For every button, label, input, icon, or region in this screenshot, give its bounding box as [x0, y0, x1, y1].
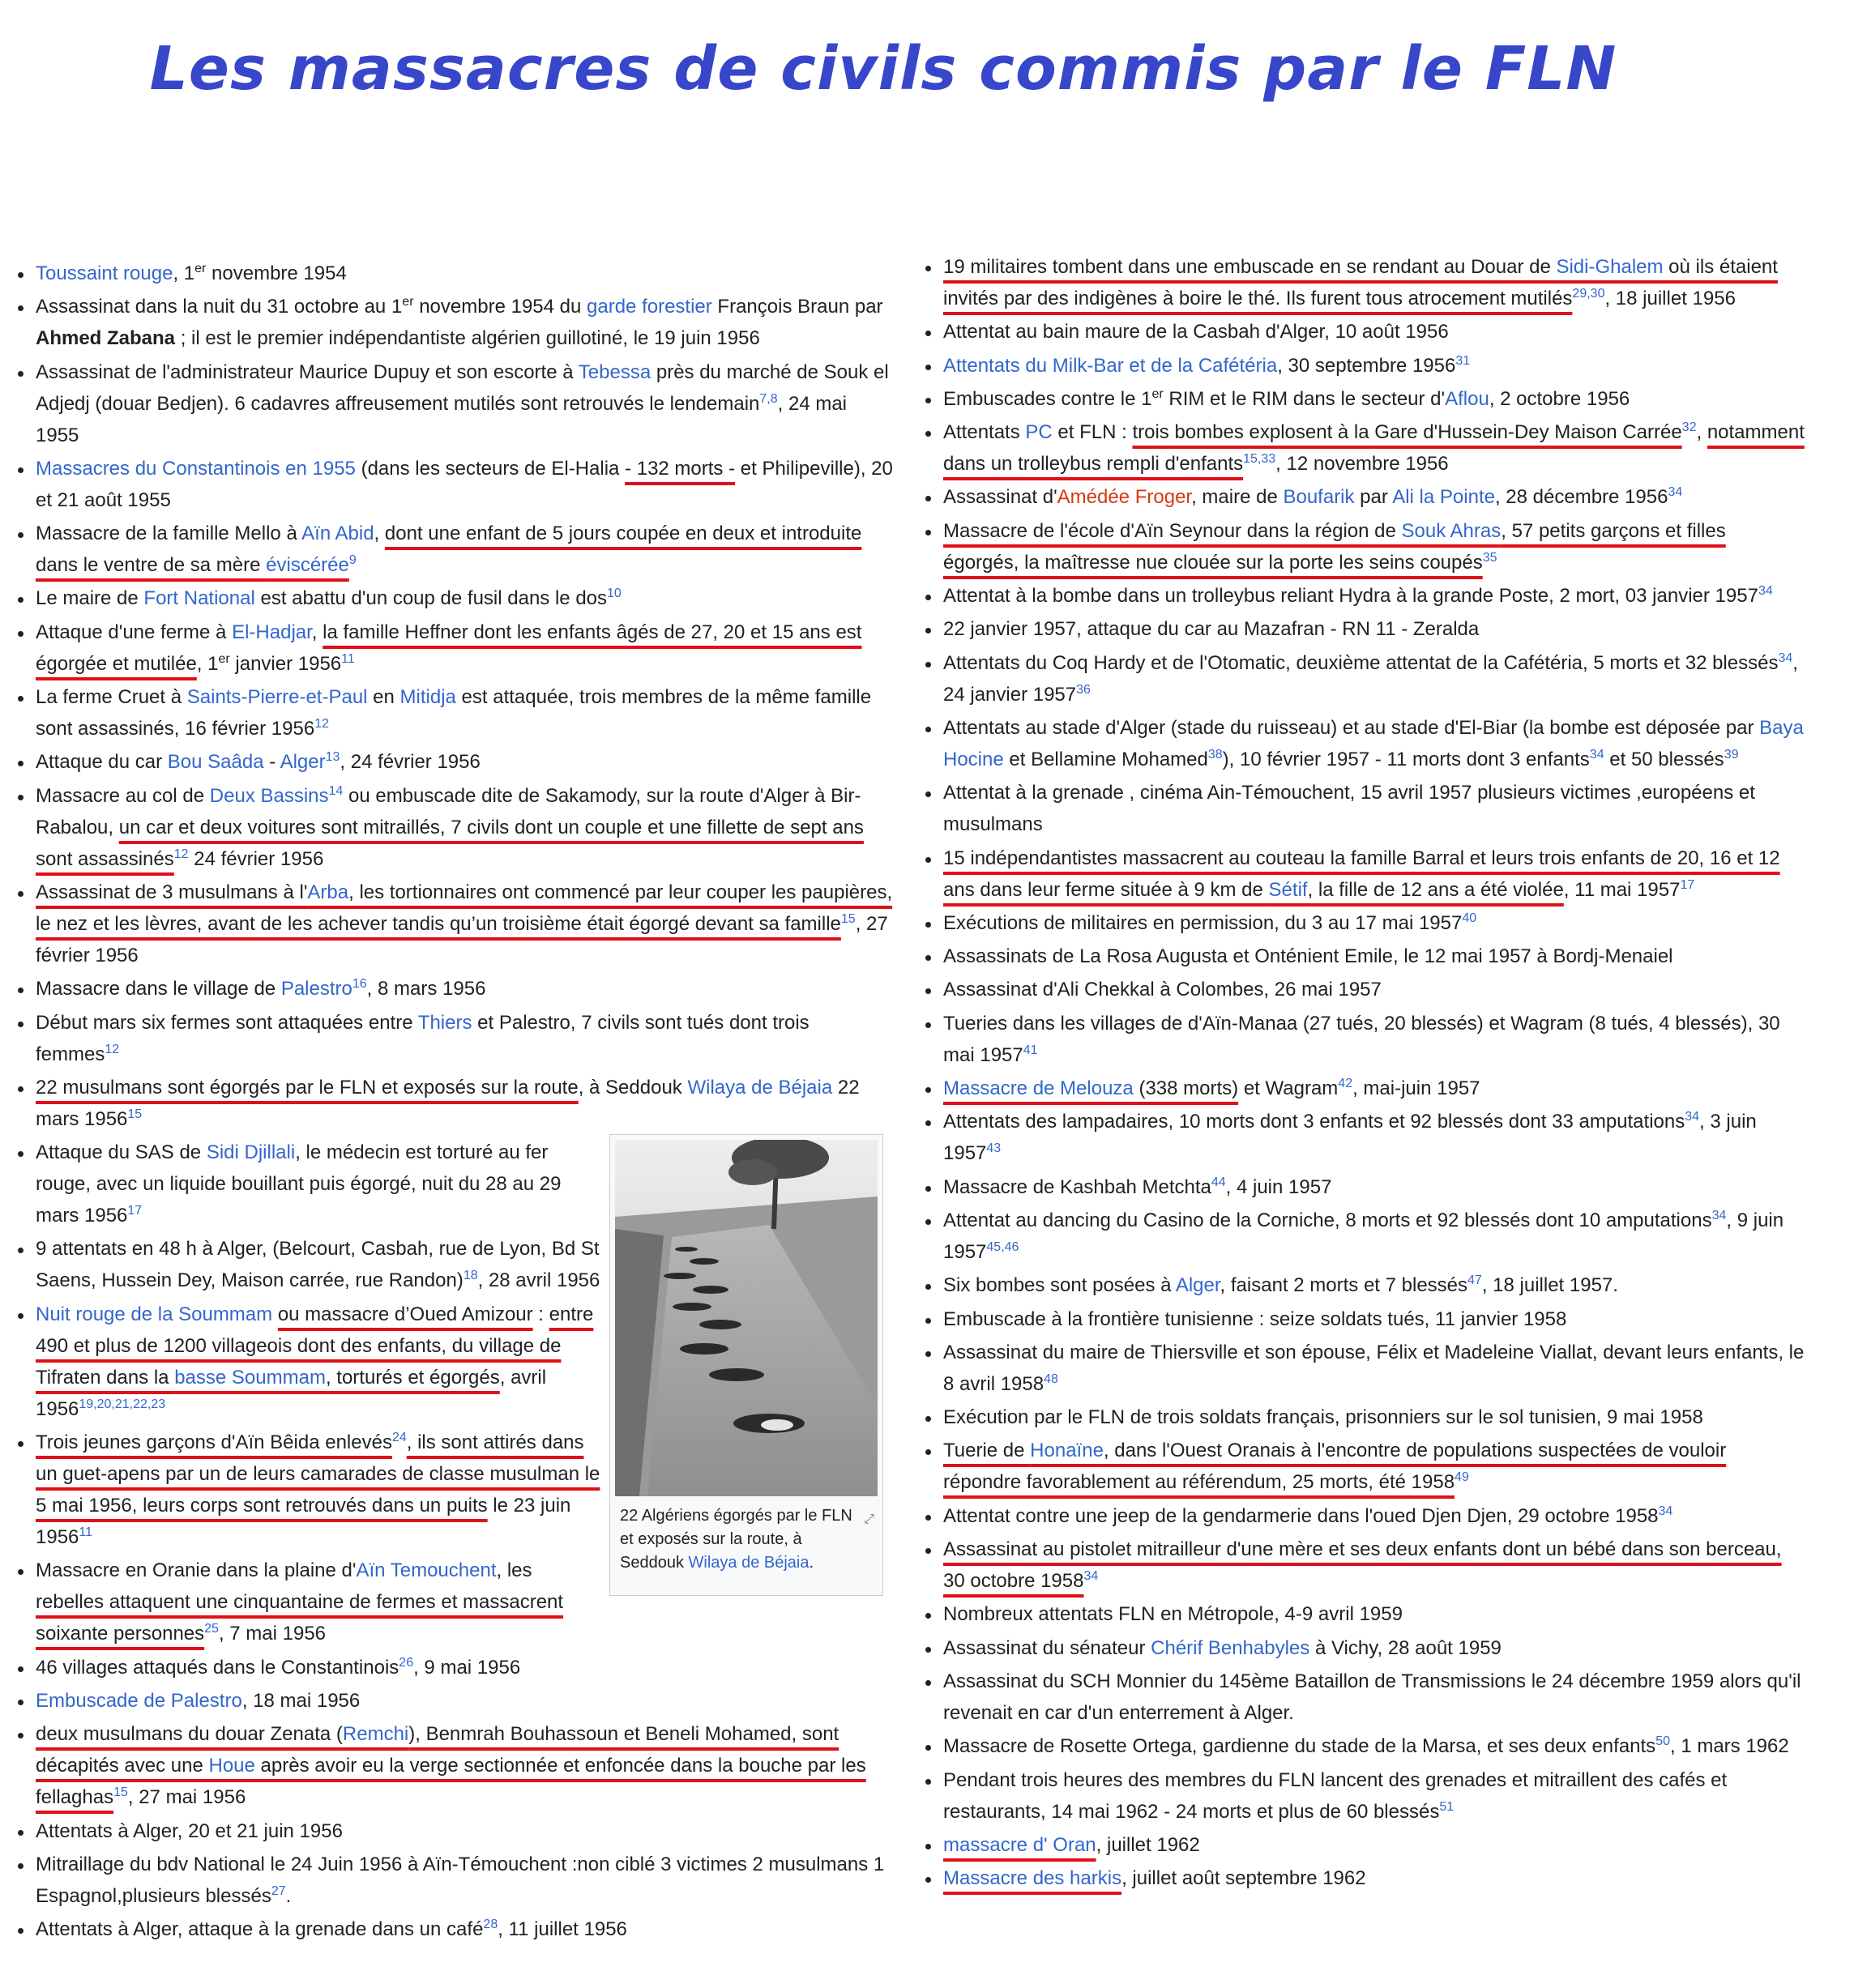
- link[interactable]: Souk Ahras: [1401, 519, 1502, 542]
- list-item: Attentats du Coq Hardy et de l'Otomatic, deuxième attentat de la Cafétéria, 5 morts et 32 blessés$^{34}$, 24 janvier 1957$^{36}$: [924, 647, 1805, 710]
- reference[interactable]: 36: [1076, 682, 1091, 697]
- list-item: Attentats PC et FLN : trois bombes explosent à la Gare d'Hussein-Dey Maison Carrée$^{32}$, notamment dans un trolleybus rempli d'enfants$^{15,33}$, 12 novembre 1956: [924, 416, 1805, 480]
- highlight: Trois jeunes garçons d'Aïn Bêida enlevés: [36, 1431, 392, 1454]
- reference[interactable]: 11: [341, 651, 355, 666]
- list-item: Attentats du Milk-Bar et de la Cafétéria, 30 septembre 1956$^{31}$: [924, 350, 1805, 382]
- list-item: Massacre de Rosette Ortega, gardienne du stade de la Marsa, et ses deux enfants$^{50}$, 1 mars 1962: [924, 1730, 1805, 1762]
- link[interactable]: Aflou: [1445, 387, 1489, 410]
- list-item: Massacre au col de Deux Bassins$^{14}$ ou embuscade dite de Sakamody, sur la route d'Alger à Bir-Rabalou, un car et deux voitures sont mitraillés, 7 civils dont un couple et une fillette de sept ans sont assassinés$^{12}$ 24 février 1956: [16, 780, 895, 875]
- list-item: Massacre des harkis, juillet août septembre 1962: [924, 1862, 1805, 1894]
- reference[interactable]: 50: [1655, 1734, 1670, 1749]
- highlight: Massacre de Melouza (338 morts): [943, 1077, 1239, 1100]
- reference[interactable]: 31: [1455, 353, 1471, 368]
- reference[interactable]: 34: [1711, 1208, 1727, 1222]
- reference[interactable]: 45,46: [986, 1239, 1019, 1254]
- list-item: 46 villages attaqués dans le Constantinois$^{26}$, 9 mai 1956: [16, 1652, 895, 1683]
- list-item: Nuit rouge de la Soummam ou massacre d’Oued Amizour : entre 490 et plus de 1200 villageois dont des enfants, du village de Tifraten dans la basse Soummam, torturés et égorgés, avril 1956$^{19,20,21,22,23}$: [16, 1299, 604, 1425]
- link[interactable]: Nuit rouge de la Soummam: [36, 1303, 273, 1325]
- list-item: Attaque du car Bou Saâda - Alger$^{13}$, 24 février 1956: [16, 746, 895, 778]
- list-item: Massacre de la famille Mello à Aïn Abid, dont une enfant de 5 jours coupée en deux et introduite dans le ventre de sa mère éviscérée$^9$: [16, 518, 895, 581]
- figure-caption: 22 Algériens égorgés par le FLN et exposés sur la route, à Seddouk Wilaya de Béjaia. ⤢: [620, 1507, 874, 1572]
- list-item: [924, 515, 1805, 578]
- reference[interactable]: 18: [463, 1269, 478, 1283]
- list-item: Début mars six fermes sont attaquées entre Thiers et Palestro, 7 civils sont tués dont trois femmes$^{12}$: [16, 1007, 895, 1070]
- link[interactable]: Baya Hocine: [943, 716, 1804, 770]
- reference[interactable]: 29,30: [1572, 287, 1605, 301]
- list-item: Attentats des lampadaires, 10 morts dont 3 enfants et 92 blessés dont 33 amputations$^{34}$, 3 juin 1957$^{43}$: [924, 1106, 1805, 1169]
- link[interactable]: Aïn Temouchent: [356, 1559, 497, 1582]
- reference[interactable]: 34: [1658, 1504, 1673, 1518]
- reference[interactable]: 48: [1044, 1372, 1058, 1386]
- highlight: 22 musulmans sont égorgés par le FLN et exposés sur la route: [36, 1076, 579, 1099]
- reference[interactable]: 34: [1589, 747, 1604, 761]
- link[interactable]: Palestro: [280, 978, 352, 1000]
- link[interactable]: Massacres du Constantinois en 1955: [36, 457, 356, 480]
- highlight: trois bombes explosent à la Gare d'Hussein-Dey Maison Carrée: [1132, 421, 1682, 444]
- reference[interactable]: 34: [1685, 1110, 1700, 1124]
- list-item: Massacre en Oranie dans la plaine d'Aïn Temouchent, les rebelles attaquent une cinquantaine de fermes et massacrent soixante personnes$^{25}$, 7 mai 1956: [16, 1555, 604, 1649]
- link[interactable]: garde forestier: [587, 296, 712, 318]
- link[interactable]: basse Soummam: [174, 1366, 326, 1389]
- highlight: 19 militaires tombent dans une embuscade en se rendant au Douar de Sidi-Ghalem où ils étaient invités par des indigènes à boire le thé. Ils furent tous atrocement mutilés: [943, 256, 1778, 309]
- reference[interactable]: 39: [1724, 747, 1739, 761]
- link[interactable]: Attentats du Milk-Bar et de la Cafétéria: [943, 354, 1278, 377]
- reference[interactable]: 42: [1338, 1077, 1353, 1091]
- list-item: Assassinat de l'administrateur Maurice Dupuy et son escorte à Tebessa près du marché de Souk el Adjedj (douar Bedjen). 6 cadavres affreusement mutilés sont retrouvés le lendemain$^{7,8}$, 24 mai 1955: [16, 356, 895, 451]
- reference[interactable]: 34: [1083, 1569, 1099, 1584]
- list-item: Mitraillage du bdv National le 24 Juin 1956 à Aïn-Témouchent :non ciblé 3 victimes 2 musulmans 1 Espagnol,plusieurs blessés$^{27}$.: [16, 1849, 895, 1912]
- link[interactable]: Toussaint rouge: [36, 262, 173, 284]
- reference[interactable]: 24: [391, 1431, 407, 1445]
- highlight: deux musulmans du douar Zenata (Remchi), Benmrah Bouhassoun et Beneli Mohamed, sont décapités avec une Houe après avoir eu la verge sectionnée et enfoncée dans la bouche par les fellaghas: [36, 1723, 866, 1809]
- list-item: Exécution par le FLN de trois soldats français, prisonniers sur le sol tunisien, 9 mai 1958: [924, 1401, 1805, 1433]
- list-item: massacre d' Oran, juillet 1962: [924, 1829, 1805, 1861]
- link[interactable]: Alger: [280, 751, 326, 774]
- highlight: dont une enfant de 5 jours coupée en deux et introduite dans le ventre de sa mère éviscérée: [36, 523, 862, 577]
- reference[interactable]: 51: [1439, 1799, 1455, 1814]
- list-item: Assassinat du sénateur Chérif Benhabyles à Vichy, 28 août 1959: [924, 1632, 1805, 1664]
- link[interactable]: Wilaya de Béjaia: [687, 1076, 833, 1099]
- list-item: 19 militaires tombent dans une embuscade en se rendant au Douar de Sidi-Ghalem où ils étaient invités par des indigènes à boire le thé. Ils furent tous atrocement mutilés$^{29,30}$, 18 juillet 1956: [924, 251, 1805, 314]
- page-title: Les massacres de civils commis par le FLN: [149, 34, 1617, 104]
- reference[interactable]: 34: [1778, 651, 1793, 665]
- list-item: Attentats à Alger, 20 et 21 juin 1956: [16, 1815, 895, 1847]
- list-item: deux musulmans du douar Zenata (Remchi), Benmrah Bouhassoun et Beneli Mohamed, sont décapités avec une Houe après avoir eu la verge sectionnée et enfoncée dans la bouche par les fellaghas$^{15}$, 27 mai 1956: [16, 1718, 895, 1813]
- link[interactable]: Amédée Froger: [1057, 486, 1192, 509]
- link[interactable]: Boufarik: [1283, 486, 1355, 509]
- reference[interactable]: 16: [352, 977, 367, 992]
- list-item: [924, 1534, 1805, 1597]
- list-item: Attentat à la bombe dans un trolleybus reliant Hydra à la grande Poste, 2 mort, 03 janvier 1957$^{34}$: [924, 580, 1805, 612]
- reference[interactable]: 12: [314, 717, 329, 732]
- list-item: 15 indépendantistes massacrent au couteau la famille Barral et leurs trois enfants de 20, 16 et 12 ans dans leur ferme située à 9 km de Sétif, la fille de 12 ans a été violée, 11 mai 1957$^{17}$: [924, 843, 1805, 906]
- right-massacre-list: [924, 251, 1805, 1896]
- list-item: Nombreux attentats FLN en Métropole, 4-9 avril 1959: [924, 1598, 1805, 1630]
- list-item: Trois jeunes garçons d'Aïn Bêida enlevés$^{24}$, ils sont attirés dans un guet-apens par un de leurs camarades de classe musulman le 5 mai 1956, leurs corps sont retrouvés dans un puits le 23 juin 1956$^{11}$: [16, 1427, 604, 1553]
- highlight: Assassinat de 3 musulmans à l'Arba, les tortionnaires ont commencé par leur couper les paupières, le nez et les lèvres, avant de les achever tandis qu’un troisième était égorgé devant sa famille: [36, 881, 893, 935]
- link[interactable]: Honaïne: [1030, 1440, 1104, 1462]
- list-item: Attentats au stade d'Alger (stade du ruisseau) et au stade d'El-Biar (la bombe est déposée par Baya Hocine et Bellamine Mohamed$^{38}$), 10 février 1957 - 11 morts dont 3 enfants$^{34}$ et 50 blessés$^{39}$: [924, 712, 1805, 775]
- list-item: Assassinat d'Amédée Froger, maire de Boufarik par Ali la Pointe, 28 décembre 1956$^{34}$: [924, 481, 1805, 513]
- link[interactable]: Saints-Pierre-et-Paul: [186, 686, 368, 709]
- reference[interactable]: 38: [1207, 747, 1223, 761]
- link[interactable]: Fort National: [143, 587, 255, 610]
- reference[interactable]: 15,33: [1243, 452, 1276, 467]
- highlight: , ils sont attirés dans un guet-apens par un de leurs camarades de classe musulman le 5 mai 1956, leurs corps sont retrouvés dans un puits: [36, 1431, 600, 1517]
- list-item: 22 musulmans sont égorgés par le FLN et exposés sur la route, à Seddouk Wilaya de Béjaia 22 mars 1956$^{15}$: [16, 1072, 895, 1135]
- photo-victims-on-road[interactable]: [615, 1140, 878, 1496]
- list-item: Attentats à Alger, attaque à la grenade dans un café$^{28}$, 11 juillet 1956: [16, 1913, 895, 1945]
- list-item: Assassinat d'Ali Chekkal à Colombes, 26 mai 1957: [924, 974, 1805, 1005]
- reference[interactable]: 12: [173, 847, 189, 861]
- reference[interactable]: 12: [105, 1042, 120, 1056]
- photo-figure: [609, 1134, 883, 1596]
- highlight: notamment dans un trolleybus rempli d'enfants: [943, 421, 1805, 476]
- reference[interactable]: 35: [1482, 550, 1497, 565]
- reference[interactable]: 32: [1681, 420, 1697, 435]
- list-item: Attentat au bain maure de la Casbah d'Alger, 10 août 1956: [924, 316, 1805, 348]
- link[interactable]: Houe: [208, 1755, 255, 1777]
- link[interactable]: Sidi Djillali: [206, 1141, 296, 1164]
- link[interactable]: Sétif: [1268, 878, 1308, 901]
- list-item: Assassinat de 3 musulmans à l'Arba, les tortionnaires ont commencé par leur couper les paupières, le nez et les lèvres, avant de les achever tandis qu’un troisième était égorgé devant sa famille$^{15}$, 27 février 1956: [16, 877, 895, 971]
- reference[interactable]: 25: [204, 1622, 219, 1636]
- list-item: Assassinat du maire de Thiersville et son épouse, Félix et Madeleine Viallat, devant leurs enfants, le 8 avril 1958$^{48}$: [924, 1337, 1805, 1400]
- highlight: Tuerie de Honaïne, dans l'Ouest Oranais à l'encontre de populations suspectées de vouloir répondre favorablement au référendum, 25 morts, été 1958: [943, 1440, 1727, 1494]
- enlarge-icon[interactable]: ⤢: [864, 1512, 874, 1526]
- list-item: Attentat au dancing du Casino de la Corniche, 8 morts et 92 blessés dont 10 amputations$^{34}$, 9 juin 1957$^{45,46}$: [924, 1205, 1805, 1268]
- link[interactable]: El-Hadjar: [232, 621, 312, 643]
- link[interactable]: PC: [1025, 421, 1053, 444]
- link[interactable]: Bou Saâda: [167, 751, 264, 774]
- link[interactable]: Massacre de Melouza: [943, 1077, 1134, 1100]
- list-item: Assassinat du SCH Monnier du 145ème Bataillon de Transmissions le 24 décembre 1959 alors qu'il revenait en car d'un enterrement à Alger.: [924, 1666, 1805, 1729]
- list-item: Massacre de Kashbah Metchta$^{44}$, 4 juin 1957: [924, 1171, 1805, 1203]
- reference[interactable]: 14: [328, 783, 344, 798]
- list-item: Massacre dans le village de Palestro$^{16}$, 8 mars 1956: [16, 973, 895, 1005]
- list-item: Embuscades contre le 1er RIM et le RIM dans le secteur d'Aflou, 2 octobre 1956: [924, 383, 1805, 415]
- link[interactable]: Aïn Abid: [301, 523, 374, 545]
- highlight: un car et deux voitures sont mitraillés, 7 civils dont un couple et une fillette de sept ans sont assassinés: [36, 816, 864, 870]
- list-item: Embuscade de Palestro, 18 mai 1956: [16, 1685, 895, 1717]
- reference[interactable]: 41: [1023, 1043, 1038, 1057]
- left-massacre-list: [16, 258, 895, 1947]
- list-item: Embuscade à la frontière tunisienne : seize soldats tués, 11 janvier 1958: [924, 1303, 1805, 1335]
- highlight: rebelles attaquent une cinquantaine de fermes et massacrent soixante personnes: [36, 1591, 564, 1645]
- reference[interactable]: 40: [1462, 911, 1477, 925]
- reference[interactable]: 13: [325, 750, 340, 765]
- list-item: La ferme Cruet à Saints-Pierre-et-Paul en Mitidja est attaquée, trois membres de la même famille sont assassinés, 16 février 1956$^{12}$: [16, 681, 895, 744]
- reference[interactable]: 17: [1680, 877, 1695, 892]
- reference[interactable]: 27: [271, 1883, 286, 1898]
- reference[interactable]: 49: [1455, 1470, 1469, 1485]
- link[interactable]: Remchi: [342, 1723, 409, 1746]
- list-item: [924, 1435, 1805, 1498]
- list-item: Exécutions de militaires en permission, du 3 au 17 mai 1957$^{40}$: [924, 907, 1805, 939]
- link[interactable]: Deux Bassins: [209, 784, 329, 807]
- link[interactable]: Alger: [1175, 1274, 1220, 1297]
- list-item: Massacre de Melouza (338 morts) et Wagram$^{42}$, mai-juin 1957: [924, 1073, 1805, 1104]
- list-item: 22 janvier 1957, attaque du car au Mazafran - RN 11 - Zeralda: [924, 613, 1805, 645]
- reference[interactable]: 44: [1211, 1175, 1226, 1189]
- link[interactable]: massacre d' Oran: [943, 1833, 1096, 1856]
- reference[interactable]: 15: [840, 911, 856, 926]
- list-item: Le maire de Fort National est abattu d'un coup de fusil dans le dos$^{10}$: [16, 582, 895, 614]
- highlight: la famille Heffner dont les enfants âgés de 27, 20 et 15 ans est égorgée et mutilée: [36, 621, 862, 675]
- highlight: entre 490 et plus de 1200 villageois dont des enfants, du village de Tifraten dans la basse Soummam, torturés et égorgés: [36, 1303, 594, 1389]
- reference[interactable]: 15: [127, 1107, 143, 1121]
- reference[interactable]: 11: [79, 1525, 92, 1540]
- reference[interactable]: 15: [113, 1785, 128, 1800]
- reference[interactable]: 28: [483, 1918, 498, 1932]
- link[interactable]: Sidi-Ghalem: [1556, 256, 1664, 278]
- reference[interactable]: 43: [986, 1141, 1002, 1156]
- highlight: ou massacre d’Oued Amizour: [277, 1303, 533, 1325]
- link[interactable]: Wilaya de Béjaia: [688, 1554, 810, 1572]
- list-item: Attentat à la grenade , cinéma Ain-Témouchent, 15 avril 1957 plusieurs victimes ,européens et musulmans: [924, 777, 1805, 840]
- list-item: Massacres du Constantinois en 1955 (dans les secteurs de El-Halia - 132 morts - et Philipeville), 20 et 21 août 1955: [16, 453, 895, 516]
- link[interactable]: Mitidja: [399, 686, 456, 709]
- list-item: Attentat contre une jeep de la gendarmerie dans l'oued Djen Djen, 29 octobre 1958$^{34}$: [924, 1500, 1805, 1532]
- link[interactable]: Thiers: [417, 1011, 472, 1034]
- reference[interactable]: 34: [1668, 485, 1683, 500]
- list-item: Assassinat dans la nuit du 31 octobre au 1er novembre 1954 du garde forestier François Braun par Ahmed Zabana ; il est le premier indépendantiste algérien guillotiné, le 19 juin 1956: [16, 291, 895, 354]
- highlight: Assassinat au pistolet mitrailleur d'une mère et ses deux enfants dont un bébé dans son berceau, 30 octobre 1958: [943, 1538, 1782, 1593]
- list-item: Pendant trois heures des membres du FLN lancent des grenades et mitraillent des cafés et restaurants, 14 mai 1962 - 24 morts et plus de 60 blessés$^{51}$: [924, 1764, 1805, 1828]
- reference[interactable]: 19,20,21,22,23: [79, 1397, 166, 1411]
- reference[interactable]: 9: [348, 553, 357, 568]
- reference[interactable]: 26: [399, 1655, 414, 1670]
- list-item: Attaque d'une ferme à El-Hadjar, la famille Heffner dont les enfants âgés de 27, 20 et 15 ans est égorgée et mutilée, 1er janvier 1956$^{11}$: [16, 616, 895, 680]
- list-item: Toussaint rouge, 1er novembre 1954: [16, 258, 895, 289]
- highlight: Massacre de l'école d'Aïn Seynour dans la région de Souk Ahras, 57 petits garçons et filles égorgés, la maîtresse nue clouée sur la porte les seins coupés: [943, 519, 1726, 574]
- link[interactable]: Massacre des harkis: [943, 1867, 1122, 1890]
- list-item: Attaque du SAS de Sidi Djillali, le médecin est torturé au fer rouge, avec un liquide bouillant puis égorgé, nuit du 28 au 29 mars 1956$^{17}$: [16, 1137, 604, 1231]
- link[interactable]: éviscérée: [266, 554, 349, 577]
- list-item: Assassinats de La Rosa Augusta et Onténient Emile, le 12 mai 1957 à Bordj-Menaiel: [924, 941, 1805, 972]
- reference[interactable]: 17: [127, 1204, 143, 1218]
- link[interactable]: Arba: [307, 881, 349, 903]
- reference[interactable]: 47: [1467, 1273, 1482, 1288]
- reference[interactable]: 34: [1758, 584, 1773, 599]
- highlight: 15 indépendantistes massacrent au couteau la famille Barral et leurs trois enfants de 20, 16 et 12 ans dans leur ferme située à 9 km de Sétif, la fille de 12 ans a été violée: [943, 847, 1780, 901]
- reference[interactable]: 10: [607, 587, 622, 601]
- list-item: Tueries dans les villages de d'Aïn-Manaa (27 tués, 20 blessés) et Wagram (8 tués, 4 blessés), 30 mai 1957$^{41}$: [924, 1008, 1805, 1071]
- link[interactable]: Ali la Pointe: [1392, 486, 1495, 509]
- link[interactable]: Chérif Benhabyles: [1151, 1636, 1310, 1659]
- link[interactable]: Embuscade de Palestro: [36, 1689, 242, 1712]
- list-item: 9 attentats en 48 h à Alger, (Belcourt, Casbah, rue de Lyon, Bd St Saens, Hussein Dey, Maison carrée, rue Randon)$^{18}$, 28 avril 1956: [16, 1233, 604, 1296]
- list-item: Six bombes sont posées à Alger, faisant 2 morts et 7 blessés$^{47}$, 18 juillet 1957.: [924, 1269, 1805, 1301]
- reference[interactable]: 7,8: [759, 391, 778, 406]
- link[interactable]: Tebessa: [578, 360, 651, 383]
- highlight: - 132 morts -: [625, 457, 736, 480]
